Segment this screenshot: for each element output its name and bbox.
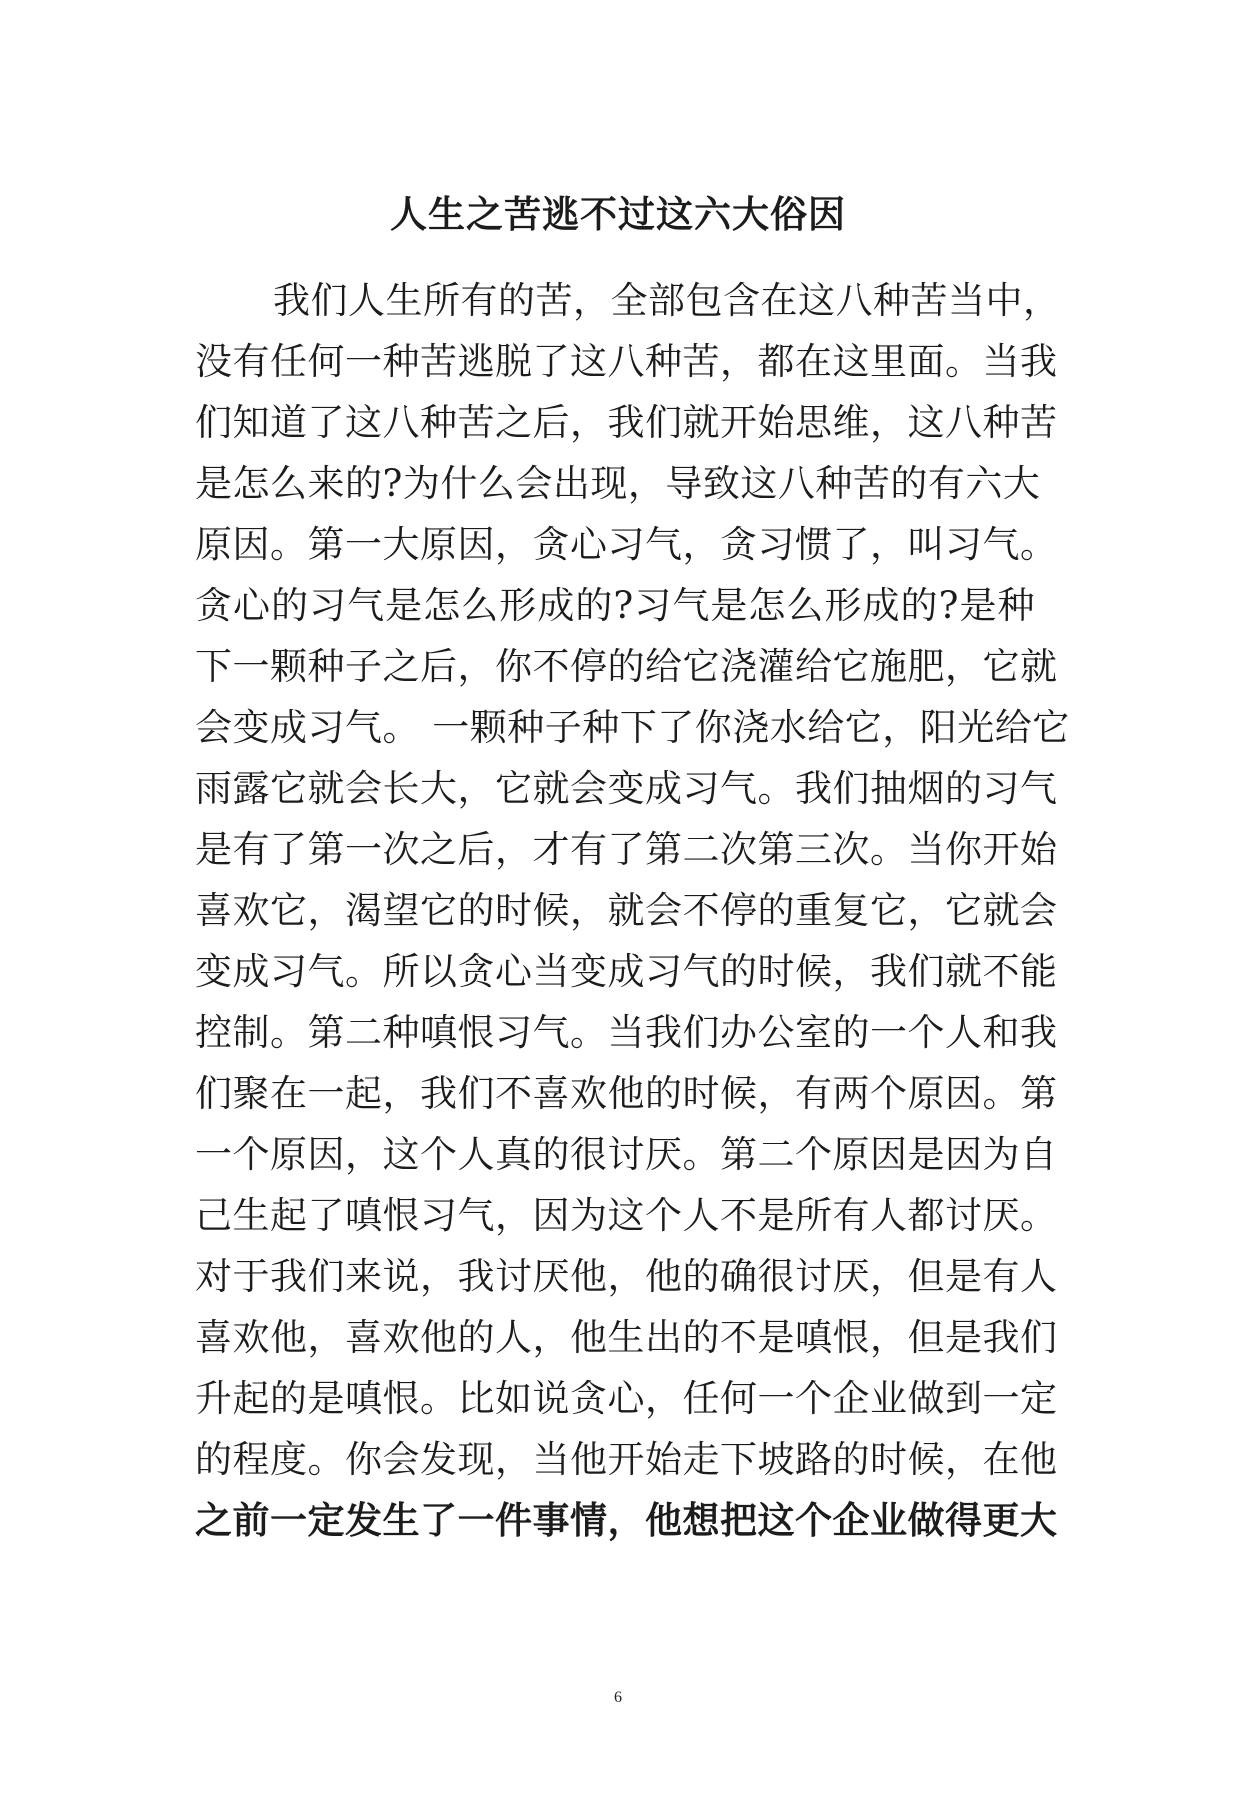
text-line: 贪心的习气是怎么形成的?习气是怎么形成的?是种 xyxy=(195,584,1035,627)
text-line: 一个原因，这个人真的很讨厌。第二个原因是因为自 xyxy=(195,1133,1058,1176)
body-text xyxy=(195,270,1070,1551)
text-line: 喜欢他，喜欢他的人，他生出的不是嗔恨，但是我们 xyxy=(195,1316,1058,1359)
document-title: 人生之苦逃不过这六大俗因 xyxy=(390,192,846,236)
text-line: 们知道了这八种苦之后，我们就开始思维，这八种苦 xyxy=(195,401,1058,444)
text-line: 会变成习气。 一颗种子种下了你浇水给它，阳光给它 xyxy=(195,706,1070,749)
text-line: 是怎么来的?为什么会出现，导致这八种苦的有六大 xyxy=(195,462,1041,505)
text-line: 雨露它就会长大，它就会变成习气。我们抽烟的习气 xyxy=(195,767,1058,810)
text-line: 己生起了嗔恨习气，因为这个人不是所有人都讨厌。 xyxy=(195,1194,1058,1237)
text-line: 升起的是嗔恨。比如说贪心，任何一个企业做到一定 xyxy=(195,1377,1058,1420)
text-line: 我们人生所有的苦，全部包含在这八种苦当中， xyxy=(273,279,1061,322)
text-line: 之前一定发生了一件事情，他想把这个企业做得更大 xyxy=(195,1498,1058,1542)
text-line: 下一颗种子之后，你不停的给它浇灌给它施肥，它就 xyxy=(195,645,1058,688)
text-line: 变成习气。所以贪心当变成习气的时候，我们就不能 xyxy=(195,950,1058,993)
text-line: 控制。第二种嗔恨习气。当我们办公室的一个人和我 xyxy=(195,1011,1058,1054)
text-line: 原因。第一大原因，贪心习气，贪习惯了，叫习气。 xyxy=(195,523,1058,566)
text-line: 是有了第一次之后，才有了第二次第三次。当你开始 xyxy=(195,828,1058,871)
text-line: 喜欢它，渴望它的时候，就会不停的重复它，它就会 xyxy=(195,889,1058,932)
text-line: 的程度。你会发现，当他开始走下坡路的时候，在他 xyxy=(195,1438,1058,1481)
text-line: 对于我们来说，我讨厌他，他的确很讨厌，但是有人 xyxy=(195,1255,1058,1298)
text-line: 们聚在一起，我们不喜欢他的时候，有两个原因。第 xyxy=(195,1072,1058,1115)
page-number: 6 xyxy=(614,1689,622,1706)
text-line: 没有任何一种苦逃脱了这八种苦，都在这里面。当我 xyxy=(195,340,1058,383)
